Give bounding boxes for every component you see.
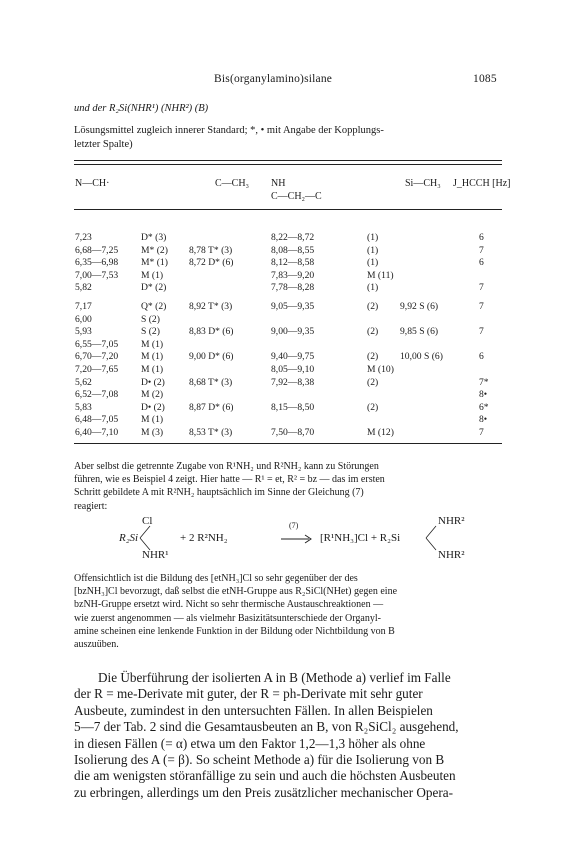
cell-nch: 5,93 [75, 326, 92, 338]
cell-nch: 6,70—7,20 [75, 351, 119, 363]
cell-nh-count: (2) [367, 376, 379, 388]
cell-multiplicity: M (1) [141, 364, 164, 375]
equation-left-top: Cl [142, 515, 153, 527]
paragraph-line: wie zuerst angenommen — als vielmehr Basizitätsunterschiede der Organyl- [74, 612, 381, 624]
table-caption-line2: Lösungsmittel zugleich innerer Standard; *, • mit Angabe der Kopplungs- [74, 125, 384, 136]
paragraph-2 [74, 572, 504, 651]
cell-coupling: 7 [479, 282, 484, 294]
column-header-cch3: C—CH₃ [215, 178, 250, 189]
cell-nh-count: (1) [367, 244, 379, 256]
paragraph-3 [74, 670, 504, 801]
cell-multiplicity: Q* (2) [141, 301, 167, 312]
cell-nh-count: (1) [367, 257, 379, 269]
cell-nch: 5,83 [75, 401, 92, 413]
paragraph-line: Offensichtlich ist die Bildung des [etNH₃]Cl so sehr gegenüber der des [74, 573, 358, 584]
paragraph-line: Die Überführung der isolierten A in B (Methode a) verlief im Falle [98, 670, 451, 685]
cell-multiplicity: M* (2) [141, 244, 168, 256]
equation-product: [R¹NH₃]Cl + R₂Si [320, 532, 401, 544]
cell-coupling: 7 [479, 427, 484, 438]
running-header-title: Bis(organylamino)silane [214, 73, 333, 85]
cell-nh-range: 9,05—9,35 [271, 301, 315, 312]
cell-sich3: 9,92 S (6) [400, 301, 439, 312]
cell-multiplicity: M (3) [141, 427, 164, 438]
cell-nh-count: (2) [367, 351, 379, 363]
table-header-rule [74, 209, 502, 210]
paragraph-1 [74, 460, 504, 513]
paragraph-line: Ausbeute, zumindest in den untersuchten Fällen. In allen Beispielen [74, 702, 433, 718]
cell-cch3: 8,72 D* (6) [189, 257, 234, 269]
page-number: 1085 [473, 73, 497, 85]
reaction-arrow-icon [279, 533, 315, 545]
equation-right-top: NHR² [438, 515, 465, 527]
cell-nh-count: (2) [367, 401, 379, 413]
cell-nch: 5,62 [75, 376, 92, 388]
cell-nch: 6,68—7,25 [75, 244, 119, 256]
cell-coupling: 6* [479, 401, 489, 413]
cell-nh-count: M (11) [367, 269, 394, 281]
cell-multiplicity: S (2) [141, 326, 160, 338]
table-caption-line1: und der R₂Si(NHR¹) (NHR²) (B) [74, 103, 209, 114]
cell-multiplicity: D• (2) [141, 401, 165, 413]
cell-nh-range: 8,22—8,72 [271, 232, 315, 243]
cell-nh-count: (1) [367, 282, 379, 294]
cell-sich3: 9,85 S (6) [400, 326, 439, 338]
paragraph-line: Aber selbst die getrennte Zugabe von R¹NH₂ und R²NH₂ kann zu Störungen [74, 461, 379, 472]
equation-left-bonds [138, 518, 158, 558]
table-top-rule-double [74, 164, 502, 165]
paragraph-line: amine scheinen eine lenkende Funktion in der Bildung oder Nichtbildung von B [74, 625, 395, 637]
cell-nh-range: 7,92—8,38 [271, 376, 315, 388]
cell-multiplicity: M (1) [141, 414, 164, 426]
cell-nch: 7,17 [75, 301, 92, 312]
cell-nch: 6,35—6,98 [75, 257, 119, 269]
cell-multiplicity: D* (3) [141, 232, 167, 243]
cell-multiplicity: M* (1) [141, 257, 168, 269]
paragraph-line: auszuüben. [74, 639, 119, 651]
cell-nh-range: 8,12—8,58 [271, 257, 315, 269]
column-header-nch: N—CH· [75, 178, 110, 189]
paragraph-line: in diesen Fällen (= α) etwa um den Faktor 1,2—1,3 höher als ohne [74, 735, 426, 751]
equation-middle: + 2 R²NH₂ [180, 532, 228, 544]
cell-coupling: 7 [479, 301, 484, 312]
paragraph-line: 5—7 der Tab. 2 sind die Gesamtausbeuten an B, von R₂SiCl₂ ausgehend, [74, 719, 459, 735]
cell-multiplicity: D• (2) [141, 376, 165, 388]
cell-cch3: 8,92 T* (3) [189, 301, 233, 312]
cell-coupling: 6 [479, 351, 484, 363]
cell-nh-range: 8,08—8,55 [271, 244, 315, 256]
cell-cch3: 8,68 T* (3) [189, 376, 233, 388]
equation-left-bottom: NHR¹ [142, 549, 169, 561]
cell-nh-count: (2) [367, 326, 379, 338]
paragraph-line: bzNH-Gruppe ersetzt wird. Nicht so sehr thermische Austauschreaktionen — [74, 599, 384, 611]
cell-nh-range: 7,50—8,70 [271, 427, 315, 438]
column-header-nh: NH [271, 178, 286, 189]
cell-nch: 7,20—7,65 [75, 364, 119, 375]
paragraph-line: reagiert: [74, 500, 108, 512]
paragraph-line: der R = me-Derivate mit guter, der R = ph-Derivate mit sehr guter [74, 686, 423, 702]
paragraph-line: führen, wie es Beispiel 4 zeigt. Hier hatte — R¹ = et, R² = bz — das im ersten [74, 474, 385, 486]
cell-multiplicity: S (2) [141, 313, 160, 325]
cell-nh-count: M (10) [367, 364, 394, 375]
cell-nh-count: (1) [367, 232, 379, 243]
cell-multiplicity: D* (2) [141, 282, 167, 294]
cell-nh-count: (2) [367, 301, 379, 312]
cell-coupling: 7* [479, 376, 489, 388]
paragraph-line: Schritt gebildete A mit R²NH₂ hauptsächlich im Sinne der Gleichung (7) [74, 487, 364, 499]
cell-nh-range: 7,78—8,28 [271, 282, 315, 294]
cell-cch3: 8,83 D* (6) [189, 326, 234, 338]
cell-nh-count: M (12) [367, 427, 394, 438]
cell-coupling: 8• [479, 414, 488, 426]
cell-cch3: 8,78 T* (3) [189, 244, 233, 256]
cell-nch: 5,82 [75, 282, 92, 294]
cell-sich3: 10,00 S (6) [400, 351, 443, 363]
equation-arrow-label: (7) [289, 521, 299, 530]
cell-nch: 6,52—7,08 [75, 389, 119, 401]
cell-nch: 6,40—7,10 [75, 427, 119, 438]
paragraph-line: zu erbringen, allerdings um den Preis zusätzlicher mechanischer Opera- [74, 784, 453, 800]
cell-coupling: 7 [479, 244, 484, 256]
cell-nh-range: 9,00—9,35 [271, 326, 315, 338]
cell-nh-range: 8,15—8,50 [271, 401, 315, 413]
cell-nh-range: 9,40—9,75 [271, 351, 315, 363]
cell-nch: 6,00 [75, 313, 92, 325]
table-bottom-rule [74, 443, 502, 444]
paragraph-line: [bzNH₃]Cl bevorzugt, daß selbst die etNH-Gruppe aus R₂SiCl(NHet) gegen eine [74, 586, 398, 598]
paragraph-line: die am wenigsten störanfällige zu sein und auch die höchsten Ausbeuten [74, 768, 456, 784]
cell-nh-range: 8,05—9,10 [271, 364, 315, 375]
column-header-cch2c: C—CH₂—C [271, 191, 322, 202]
cell-coupling: 8• [479, 389, 488, 401]
cell-cch3: 9,00 D* (6) [189, 351, 234, 363]
table-top-rule [74, 160, 502, 161]
column-header-sich3: Si—CH₃ [405, 178, 441, 189]
column-header-jhcch: J_HCCH [Hz] [453, 178, 511, 189]
cell-cch3: 8,53 T* (3) [189, 427, 233, 438]
paragraph-line: Isolierung des A (= β). So scheint Methode a) für die Isolierung von B [74, 752, 445, 768]
cell-cch3: 8,87 D* (6) [189, 401, 234, 413]
cell-multiplicity: M (2) [141, 389, 164, 401]
equation-right-bottom: NHR² [438, 549, 465, 561]
equation-left-main: R₂Si [119, 532, 139, 544]
cell-multiplicity: M (1) [141, 269, 164, 281]
table-caption-line3: letzter Spalte) [74, 139, 133, 150]
cell-multiplicity: M (1) [141, 351, 164, 363]
cell-coupling: 6 [479, 232, 484, 243]
cell-nh-range: 7,83—9,20 [271, 269, 315, 281]
cell-coupling: 7 [479, 326, 484, 338]
cell-nch: 7,00—7,53 [75, 269, 119, 281]
cell-coupling: 6 [479, 257, 484, 269]
cell-multiplicity: M (1) [141, 338, 164, 350]
cell-nch: 7,23 [75, 232, 92, 243]
cell-nch: 6,48—7,05 [75, 414, 119, 426]
cell-nch: 6,55—7,05 [75, 338, 119, 350]
